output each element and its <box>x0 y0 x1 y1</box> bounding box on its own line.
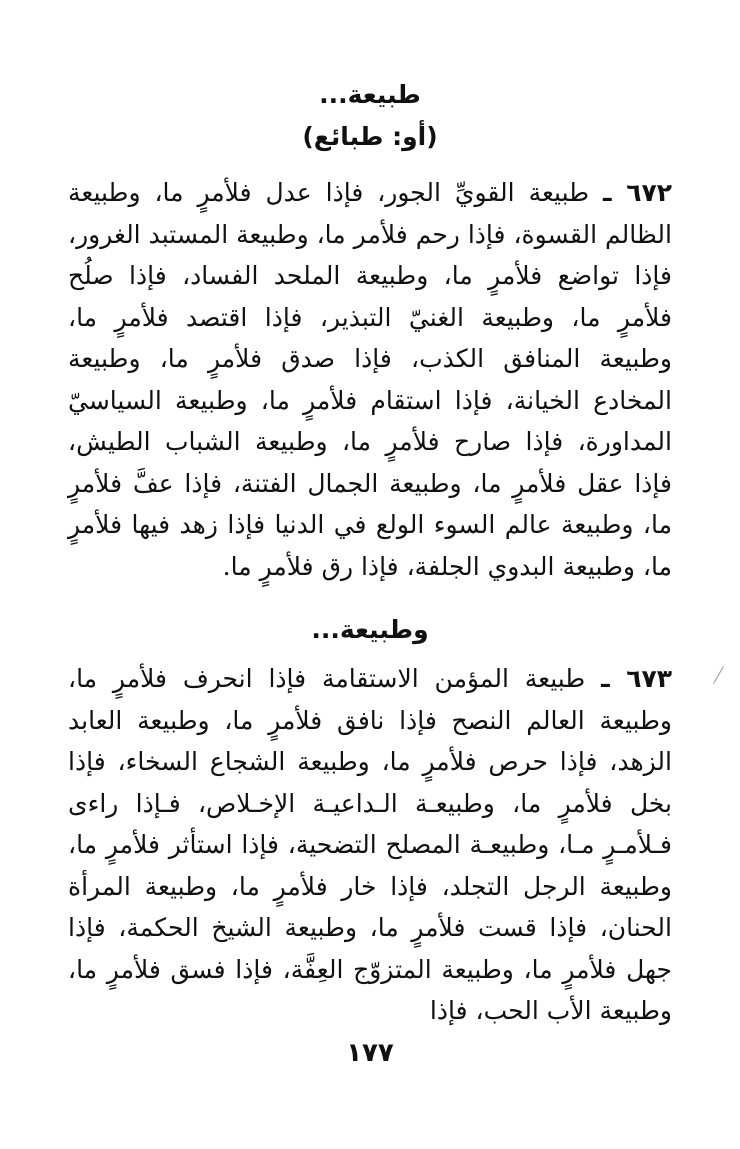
section-subtitle-1: (أو: طبائع) <box>302 122 438 151</box>
paragraph-number-673: ٦٧٣ ـ <box>601 664 672 693</box>
paragraph-672 <box>68 172 672 587</box>
paragraph-text-672: طبيعة القويِّ الجور، فإذا عدل فلأمرٍ ما، وطبيعة الظالم القسوة، فإذا رحم فلأمر ما، وطبيعة المستبد الغرور، فإذا تواضع فلأمرٍ ما، وطبيعة الملحد الفساد، فإذا صلُح فلأمرٍ ما، وطبيعة الغنيّ التبذير، فإذا اقتصد فلأمرٍ ما، وطبيعة المنافق الكذب، فإذا صدق فلأمرٍ ما، وطبيعة المخادع الخيانة، فإذا استقام فلأمرٍ ما، وطبيعة السياسيّ المداورة، فإذا صارح فلأمرٍ ما، وطبيعة الشباب الطيش، فإذا عقل فلأمرٍ ما، وطبيعة الجمال الفتنة، فإذا عفَّ فلأمرٍ ما، وطبيعة عالم السوء الولع في الدنيا فإذا زهد فيها فلأمرٍ ما، وطبيعة البدوي الجلفة، فإذا رق فلأمرٍ ما. <box>68 178 673 581</box>
paragraph-number-672: ٦٧٢ ـ <box>602 178 673 207</box>
paragraph-text-673: طبيعة المؤمن الاستقامة فإذا انحرف فلأمرٍ ما، وطبيعة العالم النصح فإذا نافق فلأمرٍ ما، وطبيعة العابد الزهد، فإذا حرص فلأمرٍ ما، وطبيعة الشجاع السخاء، فإذا بخل فلأمرٍ ما، وطبيعـة الـداعيـة الإخـلاص، فـإذا راءى فـلأمـرٍ مـا، وطبيعـة المصلح التضحية، فإذا استأثر فلأمرٍ ما، وطبيعة الرجل التجلد، فإذا خار فلأمرٍ ما، وطبيعة المرأة الحنان، فإذا قست فلأمرٍ ما، وطبيعة الشيخ الحكمة، فإذا جهل فلأمرٍ ما، وطبيعة المتزوّج العِفَّة، فإذا فسق فلأمرٍ ما، وطبيعة الأب الحب، فإذا <box>68 664 672 1025</box>
section-title-1: طبيعة... <box>319 80 421 109</box>
paragraph-673 <box>68 658 672 1032</box>
margin-mark <box>713 666 724 684</box>
page-number: ١٧٧ <box>346 1038 394 1068</box>
section-title-2: وطبيعة... <box>311 615 429 644</box>
